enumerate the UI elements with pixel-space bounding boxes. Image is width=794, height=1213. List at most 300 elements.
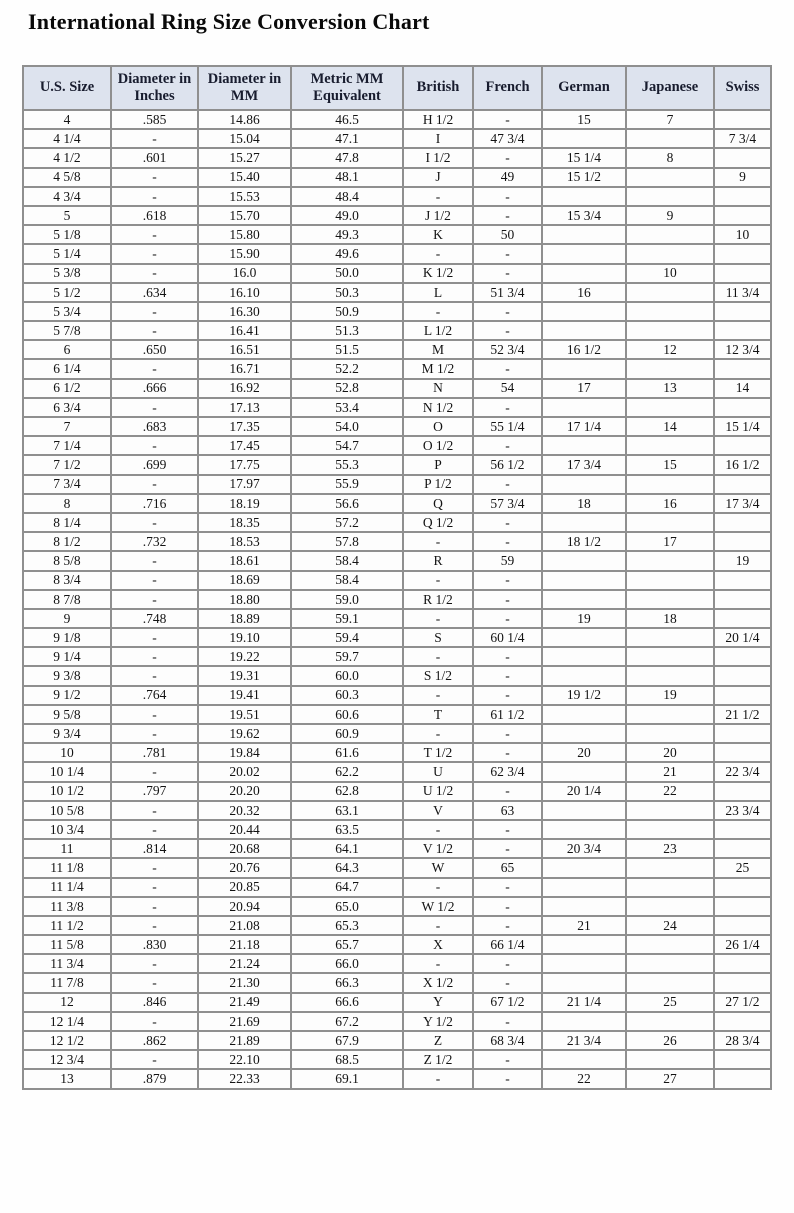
cell: 57.2 <box>291 513 403 532</box>
cell <box>714 532 771 551</box>
cell: 49 <box>473 168 542 187</box>
cell: - <box>473 532 542 551</box>
cell: .797 <box>111 782 198 801</box>
cell: 10 <box>714 225 771 244</box>
cell: 58.4 <box>291 551 403 570</box>
cell: 66.3 <box>291 973 403 992</box>
table-row <box>23 839 771 858</box>
cell <box>626 724 714 743</box>
cell: 66.0 <box>291 954 403 973</box>
cell: 17 3/4 <box>542 455 626 474</box>
cell: O <box>403 417 473 436</box>
cell: - <box>111 513 198 532</box>
table-row <box>23 1031 771 1050</box>
table-row <box>23 494 771 513</box>
table-row <box>23 187 771 206</box>
cell: 12 <box>23 993 111 1012</box>
cell: 16.10 <box>198 283 291 302</box>
cell: 16 1/2 <box>542 340 626 359</box>
cell: 15 1/4 <box>714 417 771 436</box>
cell: Y <box>403 993 473 1012</box>
cell: 52.8 <box>291 379 403 398</box>
cell: 10 1/2 <box>23 782 111 801</box>
cell: - <box>111 244 198 263</box>
cell: 8 3/4 <box>23 571 111 590</box>
cell: - <box>473 666 542 685</box>
cell <box>714 724 771 743</box>
cell: 63.5 <box>291 820 403 839</box>
cell: - <box>111 916 198 935</box>
cell: 60.3 <box>291 686 403 705</box>
cell: 11 3/8 <box>23 897 111 916</box>
cell <box>542 436 626 455</box>
cell: - <box>473 609 542 628</box>
cell: - <box>473 686 542 705</box>
cell: 11 1/4 <box>23 878 111 897</box>
cell: - <box>111 724 198 743</box>
cell <box>714 839 771 858</box>
cell: 55.9 <box>291 475 403 494</box>
cell: M 1/2 <box>403 359 473 378</box>
table-row <box>23 762 771 781</box>
cell: - <box>473 359 542 378</box>
table-row <box>23 954 771 973</box>
cell <box>542 1050 626 1069</box>
cell: 4 <box>23 110 111 129</box>
cell: 18.19 <box>198 494 291 513</box>
cell: 60.6 <box>291 705 403 724</box>
cell: - <box>473 724 542 743</box>
cell: 8 7/8 <box>23 590 111 609</box>
cell: 12 1/4 <box>23 1012 111 1031</box>
cell: .732 <box>111 532 198 551</box>
cell: .846 <box>111 993 198 1012</box>
cell: - <box>111 628 198 647</box>
cell: 9 1/2 <box>23 686 111 705</box>
cell: - <box>473 148 542 167</box>
cell: .862 <box>111 1031 198 1050</box>
cell: - <box>473 264 542 283</box>
cell: 16.41 <box>198 321 291 340</box>
cell: .748 <box>111 609 198 628</box>
cell <box>714 686 771 705</box>
cell: 14 <box>714 379 771 398</box>
cell: 17.97 <box>198 475 291 494</box>
cell: 6 1/4 <box>23 359 111 378</box>
cell: K 1/2 <box>403 264 473 283</box>
cell: V 1/2 <box>403 839 473 858</box>
cell: - <box>473 916 542 935</box>
cell: .781 <box>111 743 198 762</box>
cell: 4 3/4 <box>23 187 111 206</box>
cell: - <box>111 436 198 455</box>
cell: N <box>403 379 473 398</box>
cell: Z 1/2 <box>403 1050 473 1069</box>
cell: .650 <box>111 340 198 359</box>
cell: .601 <box>111 148 198 167</box>
cell: - <box>403 187 473 206</box>
cell <box>714 321 771 340</box>
cell: - <box>111 571 198 590</box>
cell: Q 1/2 <box>403 513 473 532</box>
cell: 19 <box>542 609 626 628</box>
column-header: Swiss <box>714 66 771 110</box>
cell: 47.8 <box>291 148 403 167</box>
cell: 62.8 <box>291 782 403 801</box>
cell <box>714 1050 771 1069</box>
cell: 26 1/4 <box>714 935 771 954</box>
cell <box>626 168 714 187</box>
cell: 5 <box>23 206 111 225</box>
cell: 8 <box>23 494 111 513</box>
cell: - <box>111 897 198 916</box>
cell <box>626 129 714 148</box>
cell: Z <box>403 1031 473 1050</box>
cell: 6 <box>23 340 111 359</box>
cell: 64.3 <box>291 858 403 877</box>
table-row <box>23 532 771 551</box>
cell: - <box>473 782 542 801</box>
cell: 17.35 <box>198 417 291 436</box>
cell: T 1/2 <box>403 743 473 762</box>
cell: 18 <box>626 609 714 628</box>
cell: 59 <box>473 551 542 570</box>
cell: 10 1/4 <box>23 762 111 781</box>
cell: 60.9 <box>291 724 403 743</box>
table-row <box>23 666 771 685</box>
cell: - <box>111 762 198 781</box>
cell <box>542 302 626 321</box>
cell: - <box>403 916 473 935</box>
cell <box>542 551 626 570</box>
table-row <box>23 782 771 801</box>
cell: 9 <box>714 168 771 187</box>
cell: W 1/2 <box>403 897 473 916</box>
cell <box>626 820 714 839</box>
cell: 18 1/2 <box>542 532 626 551</box>
cell: - <box>111 475 198 494</box>
cell: R 1/2 <box>403 590 473 609</box>
cell <box>542 897 626 916</box>
cell: 17.45 <box>198 436 291 455</box>
cell: - <box>473 398 542 417</box>
table-header <box>23 66 771 110</box>
cell: .879 <box>111 1069 198 1088</box>
cell: - <box>473 590 542 609</box>
cell <box>542 264 626 283</box>
table-row <box>23 398 771 417</box>
cell: 61 1/2 <box>473 705 542 724</box>
cell: 54.7 <box>291 436 403 455</box>
cell: 5 1/8 <box>23 225 111 244</box>
cell: P <box>403 455 473 474</box>
cell: 9 1/8 <box>23 628 111 647</box>
cell <box>626 801 714 820</box>
table-row <box>23 973 771 992</box>
cell <box>626 398 714 417</box>
cell: 67.9 <box>291 1031 403 1050</box>
cell <box>626 551 714 570</box>
cell: - <box>473 743 542 762</box>
cell <box>542 705 626 724</box>
cell: 21 <box>626 762 714 781</box>
cell <box>626 897 714 916</box>
cell: 25 <box>714 858 771 877</box>
cell: 5 7/8 <box>23 321 111 340</box>
cell: 10 <box>23 743 111 762</box>
cell: 21.24 <box>198 954 291 973</box>
cell: 50 <box>473 225 542 244</box>
column-header: German <box>542 66 626 110</box>
cell: X 1/2 <box>403 973 473 992</box>
cell <box>714 916 771 935</box>
cell: 9 3/8 <box>23 666 111 685</box>
cell: 18.69 <box>198 571 291 590</box>
cell: 63 <box>473 801 542 820</box>
cell: - <box>403 647 473 666</box>
ring-size-conversion-table <box>22 65 772 1090</box>
cell: 28 3/4 <box>714 1031 771 1050</box>
cell: 65 <box>473 858 542 877</box>
cell: - <box>111 801 198 820</box>
cell <box>714 666 771 685</box>
cell <box>542 513 626 532</box>
table-row <box>23 724 771 743</box>
cell: 64.7 <box>291 878 403 897</box>
cell: 5 3/4 <box>23 302 111 321</box>
cell: 10 5/8 <box>23 801 111 820</box>
table-row <box>23 935 771 954</box>
cell: - <box>473 839 542 858</box>
cell: 49.0 <box>291 206 403 225</box>
cell: 23 <box>626 839 714 858</box>
cell: - <box>403 686 473 705</box>
cell: - <box>403 1069 473 1088</box>
table-row <box>23 743 771 762</box>
cell: 21 1/2 <box>714 705 771 724</box>
cell: 54.0 <box>291 417 403 436</box>
cell: 17 <box>542 379 626 398</box>
table-row <box>23 359 771 378</box>
cell: - <box>111 666 198 685</box>
cell: 18.80 <box>198 590 291 609</box>
column-header: U.S. Size <box>23 66 111 110</box>
table-row <box>23 916 771 935</box>
cell: 21 <box>542 916 626 935</box>
table-row <box>23 455 771 474</box>
cell: 24 <box>626 916 714 935</box>
cell: 16 <box>542 283 626 302</box>
table-row <box>23 878 771 897</box>
cell: 64.1 <box>291 839 403 858</box>
table-row <box>23 571 771 590</box>
cell: T <box>403 705 473 724</box>
cell: - <box>111 973 198 992</box>
cell: 18.61 <box>198 551 291 570</box>
cell: 25 <box>626 993 714 1012</box>
cell <box>542 475 626 494</box>
cell <box>714 302 771 321</box>
cell: 52 3/4 <box>473 340 542 359</box>
cell: 4 1/4 <box>23 129 111 148</box>
cell <box>714 148 771 167</box>
table-row <box>23 590 771 609</box>
cell <box>626 513 714 532</box>
cell: - <box>403 820 473 839</box>
cell: 55 1/4 <box>473 417 542 436</box>
cell: 59.0 <box>291 590 403 609</box>
cell: 51.3 <box>291 321 403 340</box>
cell: - <box>473 647 542 666</box>
cell <box>714 359 771 378</box>
cell <box>542 244 626 263</box>
cell: - <box>473 1012 542 1031</box>
table-row <box>23 340 771 359</box>
cell: - <box>111 359 198 378</box>
cell: 20.94 <box>198 897 291 916</box>
cell: - <box>111 168 198 187</box>
cell: 8 1/2 <box>23 532 111 551</box>
cell: 9 <box>626 206 714 225</box>
cell: 69.1 <box>291 1069 403 1088</box>
table-row <box>23 801 771 820</box>
cell: 11 3/4 <box>714 283 771 302</box>
table-row <box>23 609 771 628</box>
cell: 17.13 <box>198 398 291 417</box>
cell <box>542 666 626 685</box>
cell: 57.8 <box>291 532 403 551</box>
cell <box>542 359 626 378</box>
cell: 67.2 <box>291 1012 403 1031</box>
cell: 16.0 <box>198 264 291 283</box>
cell <box>542 973 626 992</box>
table-row <box>23 379 771 398</box>
cell <box>626 590 714 609</box>
cell: 15.40 <box>198 168 291 187</box>
cell <box>714 398 771 417</box>
cell <box>714 647 771 666</box>
cell <box>714 820 771 839</box>
cell <box>542 225 626 244</box>
cell: W <box>403 858 473 877</box>
cell: I <box>403 129 473 148</box>
cell: - <box>473 436 542 455</box>
cell: 9 1/4 <box>23 647 111 666</box>
cell: 16.51 <box>198 340 291 359</box>
cell: 56 1/2 <box>473 455 542 474</box>
cell: 13 <box>23 1069 111 1088</box>
cell: 21.49 <box>198 993 291 1012</box>
cell: 17 3/4 <box>714 494 771 513</box>
cell: 11 1/2 <box>23 916 111 935</box>
cell: 47 3/4 <box>473 129 542 148</box>
cell: 19.10 <box>198 628 291 647</box>
cell: - <box>111 1050 198 1069</box>
cell: S 1/2 <box>403 666 473 685</box>
cell: 62.2 <box>291 762 403 781</box>
cell: - <box>111 264 198 283</box>
cell: 8 5/8 <box>23 551 111 570</box>
cell: - <box>111 647 198 666</box>
cell: 19.31 <box>198 666 291 685</box>
cell: .634 <box>111 283 198 302</box>
cell: 9 3/4 <box>23 724 111 743</box>
cell: 20.02 <box>198 762 291 781</box>
cell: 16 <box>626 494 714 513</box>
cell: V <box>403 801 473 820</box>
cell: - <box>403 878 473 897</box>
cell <box>626 666 714 685</box>
cell <box>542 954 626 973</box>
cell <box>714 973 771 992</box>
cell: 21 1/4 <box>542 993 626 1012</box>
cell: 18.89 <box>198 609 291 628</box>
cell: 15.53 <box>198 187 291 206</box>
cell <box>714 475 771 494</box>
cell: - <box>473 973 542 992</box>
cell: - <box>111 878 198 897</box>
cell: - <box>111 858 198 877</box>
cell: 14.86 <box>198 110 291 129</box>
cell: .830 <box>111 935 198 954</box>
cell: 23 3/4 <box>714 801 771 820</box>
cell: 15 1/4 <box>542 148 626 167</box>
cell: N 1/2 <box>403 398 473 417</box>
cell <box>626 225 714 244</box>
cell: 6 1/2 <box>23 379 111 398</box>
cell: 17 <box>626 532 714 551</box>
cell: R <box>403 551 473 570</box>
cell: S <box>403 628 473 647</box>
cell <box>626 302 714 321</box>
cell: 10 3/4 <box>23 820 111 839</box>
cell: 18.53 <box>198 532 291 551</box>
cell: 22.33 <box>198 1069 291 1088</box>
cell: 20.20 <box>198 782 291 801</box>
cell: Q <box>403 494 473 513</box>
cell: - <box>473 302 542 321</box>
cell <box>542 858 626 877</box>
cell: 55.3 <box>291 455 403 474</box>
cell: 46.5 <box>291 110 403 129</box>
cell: 60 1/4 <box>473 628 542 647</box>
cell <box>542 129 626 148</box>
cell <box>542 820 626 839</box>
cell: 21.69 <box>198 1012 291 1031</box>
cell: 57 3/4 <box>473 494 542 513</box>
cell: 15.27 <box>198 148 291 167</box>
cell <box>626 1012 714 1031</box>
cell: 68 3/4 <box>473 1031 542 1050</box>
cell <box>714 513 771 532</box>
cell: 7 <box>626 110 714 129</box>
cell: 5 1/4 <box>23 244 111 263</box>
cell: M <box>403 340 473 359</box>
table-body <box>23 110 771 1089</box>
cell: - <box>473 244 542 263</box>
cell: - <box>473 513 542 532</box>
cell: 11 3/4 <box>23 954 111 973</box>
cell: 12 <box>626 340 714 359</box>
table-row <box>23 283 771 302</box>
table-row <box>23 993 771 1012</box>
cell: 48.4 <box>291 187 403 206</box>
table-row <box>23 264 771 283</box>
cell: 8 <box>626 148 714 167</box>
cell <box>542 801 626 820</box>
cell: 9 <box>23 609 111 628</box>
cell <box>626 628 714 647</box>
